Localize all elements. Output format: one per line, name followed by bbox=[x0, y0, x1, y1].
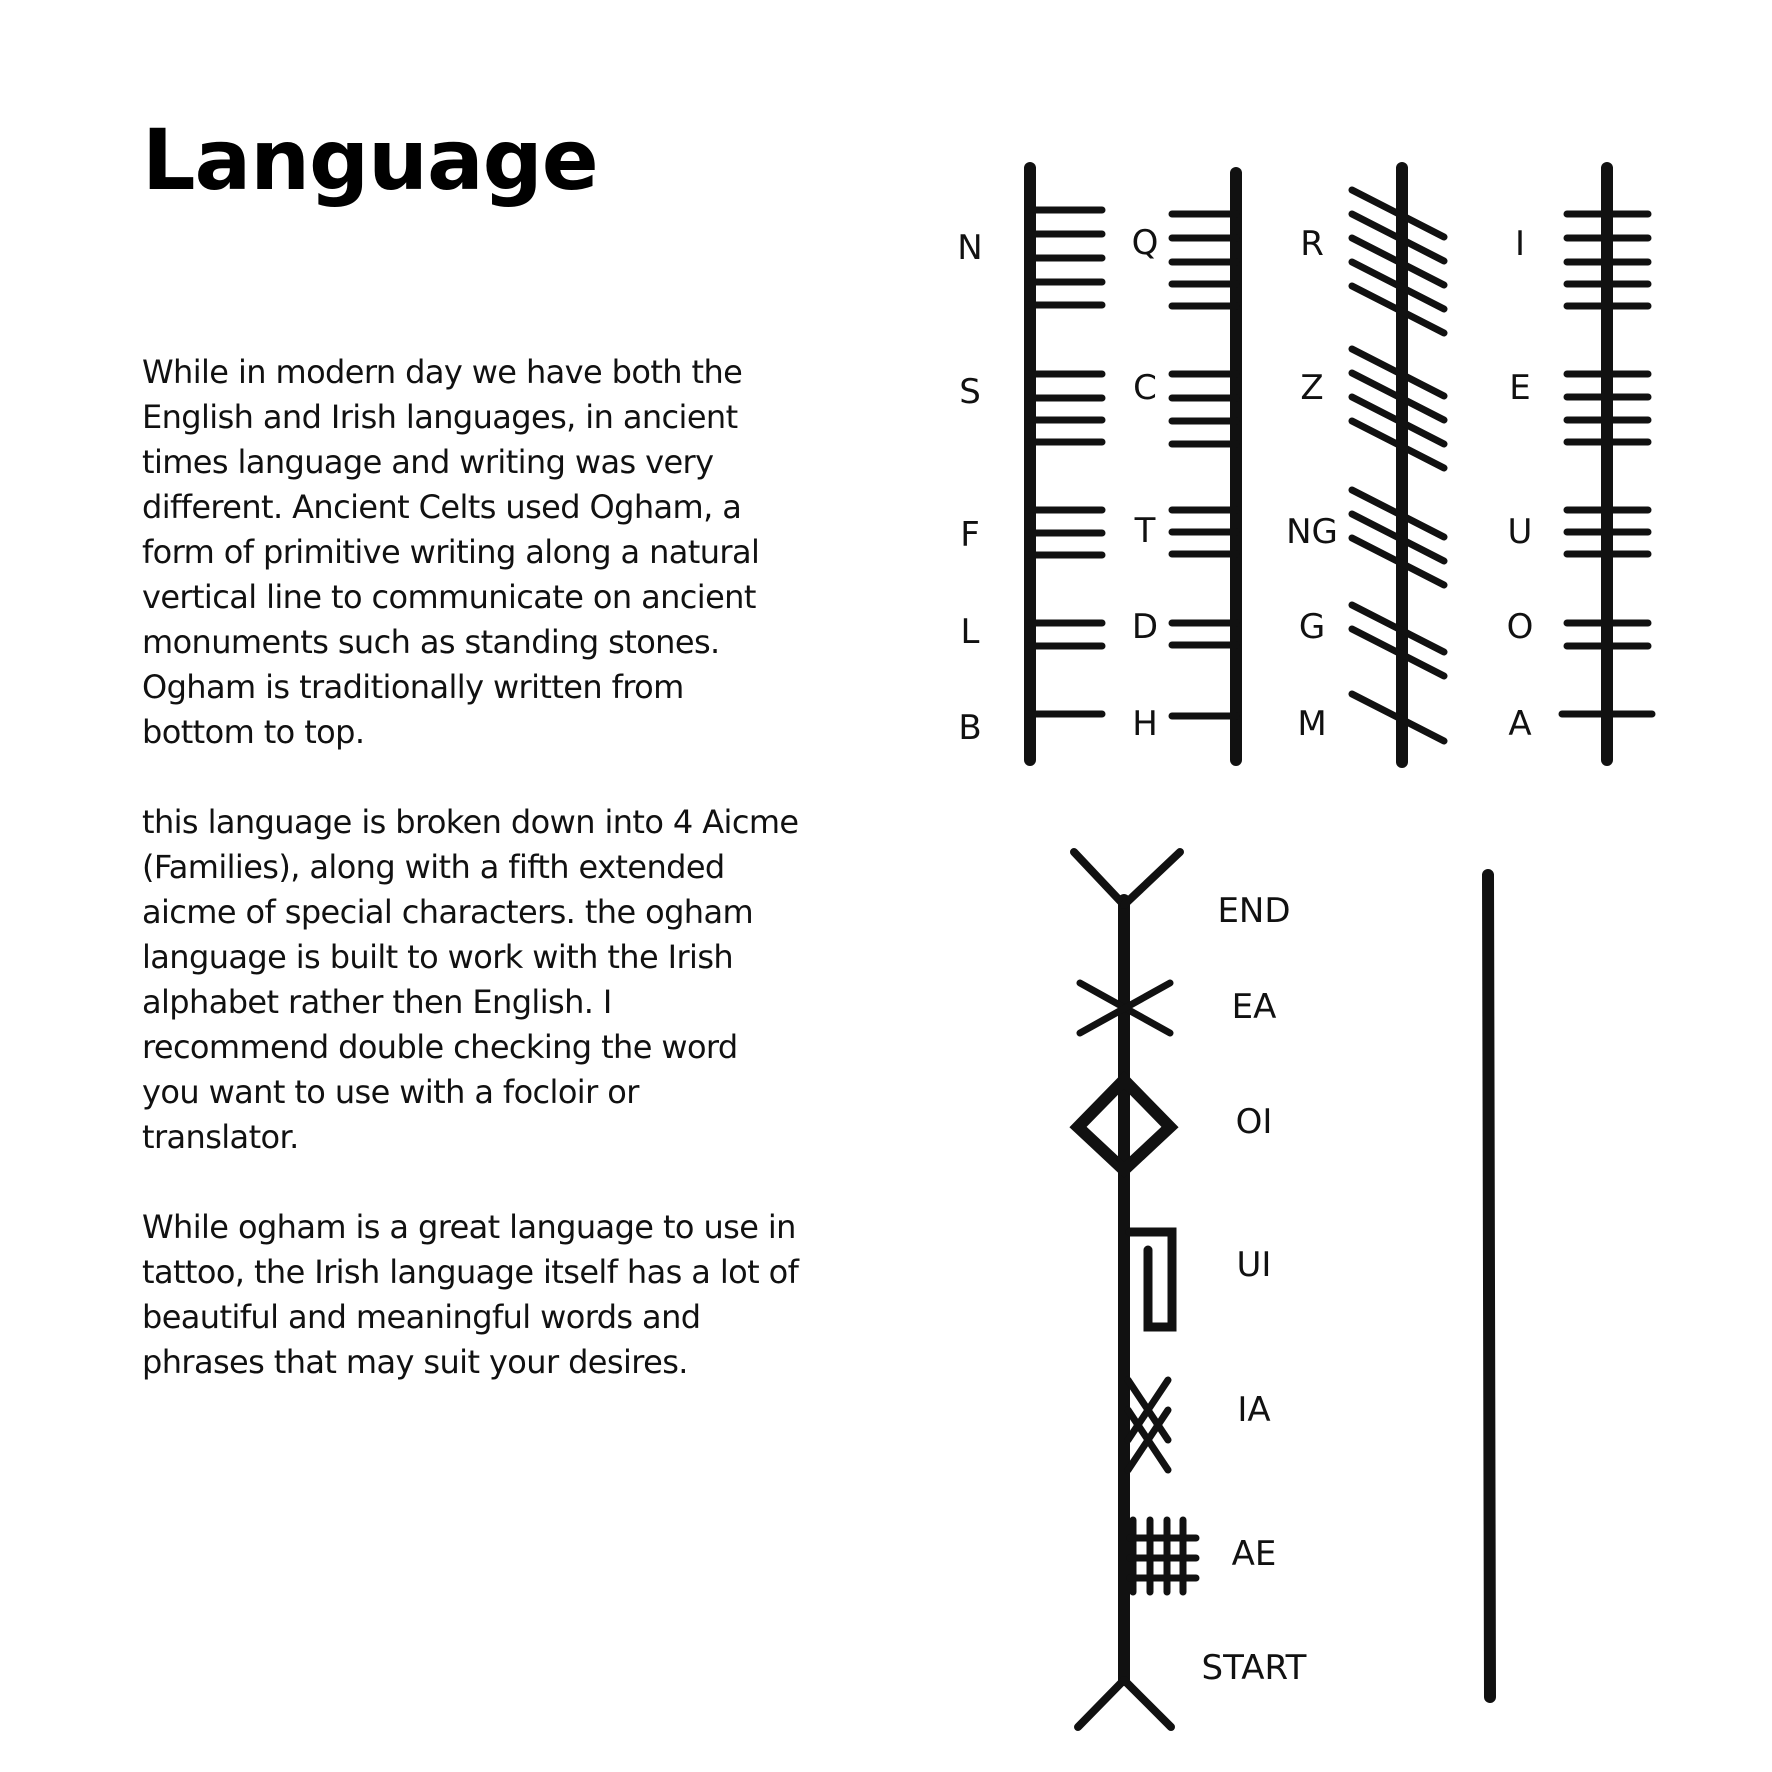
letter-label: M bbox=[1297, 704, 1327, 744]
letter-label: O bbox=[1506, 607, 1534, 647]
letter-label: G bbox=[1298, 607, 1326, 647]
forfeda-label: UI bbox=[1236, 1245, 1272, 1285]
letter-label: E bbox=[1509, 368, 1531, 408]
start-feather-glyph bbox=[1078, 1680, 1171, 1727]
letter-label: H bbox=[1132, 704, 1158, 744]
letter-label: C bbox=[1133, 368, 1157, 408]
forfeda-label: OI bbox=[1235, 1102, 1273, 1142]
forfeda-label: AE bbox=[1231, 1534, 1277, 1574]
forfeda-glyphs bbox=[1074, 852, 1196, 1727]
aicme-muine-glyphs bbox=[1352, 168, 1444, 762]
letter-label: L bbox=[960, 612, 980, 652]
aicme-ailm-glyphs bbox=[1562, 168, 1652, 760]
letter-label: I bbox=[1514, 224, 1526, 264]
forfeda-labels bbox=[1202, 891, 1307, 1688]
letter-label: U bbox=[1507, 512, 1533, 552]
letter-label: Q bbox=[1131, 223, 1159, 263]
letter-label: N bbox=[957, 228, 983, 268]
letter-label: A bbox=[1508, 704, 1532, 744]
letter-label: Z bbox=[1300, 368, 1324, 408]
letter-label: R bbox=[1300, 224, 1324, 264]
forfeda-label: IA bbox=[1237, 1390, 1271, 1430]
forfeda-label: END bbox=[1217, 891, 1291, 931]
letter-label: NG bbox=[1286, 512, 1338, 552]
letter-label: B bbox=[958, 708, 982, 748]
aicme-paragraph: this language is broken down into 4 Aicme (Families), along with a fifth extended aicme of special characters. the ogham language is built to work with the Irish alphabet rather then English. I recommend double checking the word you want to use with a focloir or translator. bbox=[142, 803, 799, 1156]
forfeda-label: START bbox=[1201, 1648, 1307, 1688]
aicme-huatha-glyphs bbox=[1172, 173, 1236, 760]
ia-glyph bbox=[1128, 1380, 1168, 1470]
ui-glyph bbox=[1130, 1232, 1172, 1327]
blank-stemline bbox=[1488, 875, 1490, 1697]
page-title: Language bbox=[142, 111, 598, 209]
end-feather-glyph bbox=[1074, 852, 1180, 905]
aicme-beithe-glyphs bbox=[1030, 168, 1102, 760]
letter-label: T bbox=[1134, 511, 1156, 551]
intro-paragraph: While in modern day we have both the English and Irish languages, in ancient times language and writing was very different. Ancient Celts used Ogham, a form of primitive writing along a natural vertical line to communicate on ancient monuments such as standing stones. Ogham is traditionally written from bottom to top. bbox=[142, 353, 760, 751]
tattoo-paragraph: While ogham is a great language to use in tattoo, the Irish language itself has a lot of beautiful and meaningful words and phrases that may suit your desires. bbox=[142, 1208, 799, 1381]
letter-label: D bbox=[1131, 607, 1159, 647]
letter-label: S bbox=[959, 372, 981, 412]
letter-label: F bbox=[960, 515, 980, 555]
forfeda-label: EA bbox=[1231, 987, 1277, 1027]
ae-glyph bbox=[1130, 1520, 1196, 1592]
